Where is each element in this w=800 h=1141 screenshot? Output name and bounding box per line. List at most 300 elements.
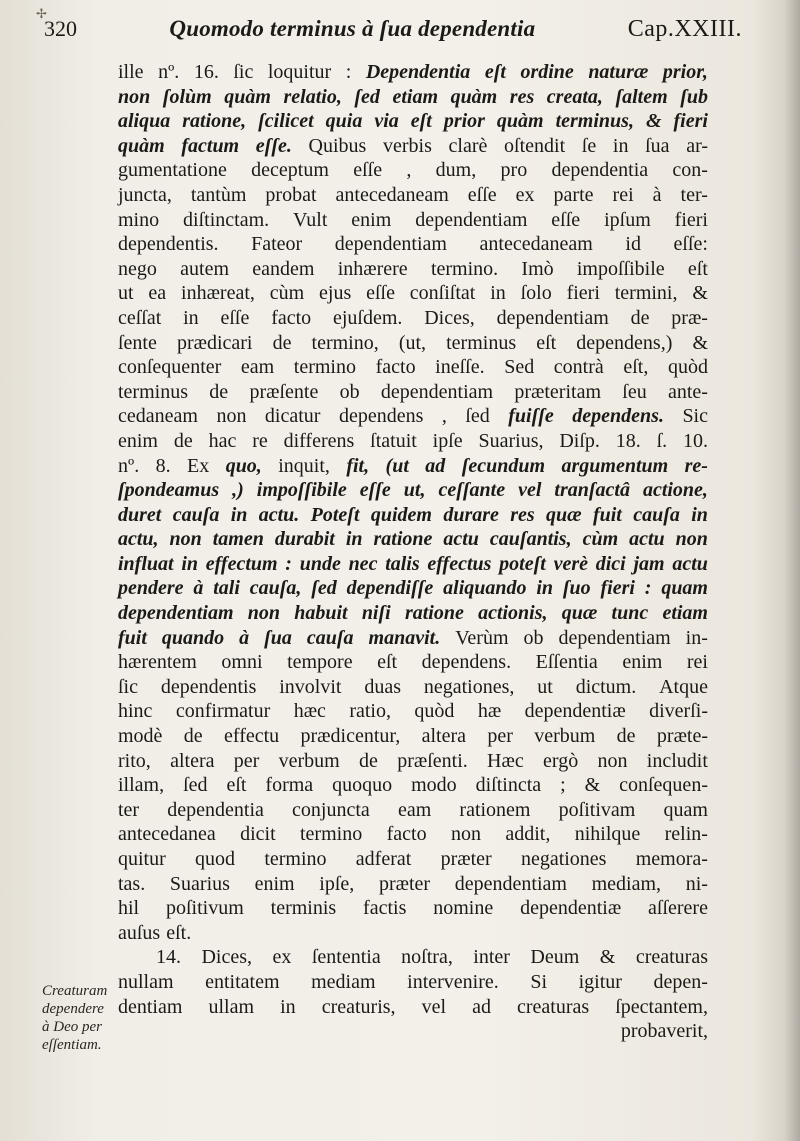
word: manavit.: [368, 626, 441, 649]
word: ad: [425, 454, 446, 477]
word: rei: [686, 651, 708, 674]
word: per: [233, 749, 260, 772]
word: Sed: [504, 356, 535, 379]
word: terminus,: [555, 110, 634, 133]
word: quod: [195, 848, 236, 870]
word: poſitivum: [165, 897, 244, 920]
word: prior: [443, 110, 485, 133]
word: diſtinctam.: [183, 208, 270, 231]
word: Dices,: [424, 306, 475, 329]
text-line: [118, 232, 708, 257]
word: de: [359, 749, 378, 772]
word: ſed: [354, 85, 380, 108]
word: conſiſtat: [409, 282, 476, 305]
word: non: [450, 823, 481, 846]
word: Hæc: [487, 749, 524, 772]
word: ob: [523, 626, 544, 649]
text-line: [118, 798, 708, 823]
word: involvit: [279, 675, 342, 698]
word: dependentiam: [558, 626, 671, 649]
margin-note: [42, 982, 122, 1054]
word: rationem: [459, 798, 531, 821]
word: (ut,: [398, 331, 427, 354]
word: 18.: [615, 429, 641, 452]
text-line: [118, 429, 708, 454]
word: mediam,: [591, 872, 662, 895]
page-number: 320: [44, 16, 77, 41]
word: habuit: [294, 602, 348, 625]
word: in: [230, 503, 248, 526]
word: relin-: [664, 823, 708, 846]
word: præſente: [249, 380, 319, 403]
word: ullam: [208, 995, 255, 1018]
word: id: [625, 233, 641, 256]
word: &: [645, 110, 662, 133]
chapter-label: Cap.XXIII.: [627, 16, 742, 42]
word: à: [193, 577, 204, 600]
word: dependentiæ: [520, 897, 622, 920]
text-line: [118, 355, 708, 380]
word: &: [599, 946, 616, 969]
word: eſſe.: [255, 134, 292, 157]
word: vel: [518, 479, 542, 502]
word: dependentiam: [496, 306, 609, 329]
word: eſt: [687, 257, 708, 280]
word: &: [584, 774, 601, 797]
word: ejus: [319, 282, 352, 305]
text-line: [118, 650, 708, 675]
word: tali: [213, 577, 240, 600]
word: non: [169, 528, 202, 551]
word: actu.: [258, 503, 300, 526]
word: eſſe: [359, 479, 391, 502]
word: eam: [240, 356, 275, 379]
word: cauſa,: [249, 577, 302, 600]
word: eandem: [252, 257, 315, 280]
word: ter-: [680, 183, 708, 206]
word: ſcilicet: [258, 110, 314, 133]
word: facto: [271, 306, 312, 329]
word: facto: [386, 823, 427, 846]
word: ſecundum: [461, 454, 546, 477]
margin-note-line: à Deo per: [42, 1019, 102, 1035]
word: quia: [325, 110, 363, 133]
word: in-: [685, 626, 708, 649]
word: prædicari: [176, 331, 253, 354]
text-line: [118, 380, 708, 405]
word: in: [612, 134, 629, 157]
word: entitatem: [205, 970, 280, 993]
word: effectum: [205, 552, 278, 575]
word: prior,: [662, 61, 708, 83]
word: termino: [264, 848, 327, 870]
word: ordine: [520, 61, 574, 83]
text-line: [118, 306, 708, 331]
word: modo: [411, 774, 457, 797]
margin-note-line: dependere: [42, 1001, 104, 1017]
word: :: [644, 577, 652, 600]
word: de: [630, 306, 650, 329]
word: ſ.: [656, 429, 668, 452]
word: probaverit,: [620, 1020, 708, 1043]
word: termino,: [311, 331, 379, 354]
word: præ-: [671, 306, 708, 329]
word: ratione,: [182, 110, 247, 133]
text-line: [118, 626, 708, 651]
word: pendere: [118, 577, 184, 600]
word: inhæreat,: [181, 282, 255, 305]
word: dependens.: [572, 405, 664, 428]
text-line: [118, 257, 708, 282]
word: dependentiam: [334, 233, 447, 256]
word: tranſactâ: [554, 479, 630, 502]
word: termino.: [430, 257, 499, 280]
word: ſua: [645, 134, 670, 157]
word: 8.: [155, 454, 171, 477]
word: nego: [118, 257, 157, 280]
word: verbis: [382, 134, 432, 157]
word: nullam: [118, 970, 174, 993]
word: eſſe: [366, 282, 395, 305]
word: Dependentia: [365, 61, 471, 83]
word: differens: [283, 429, 355, 452]
word: loquitur: [267, 61, 332, 83]
word: depen-: [653, 970, 708, 993]
word: ea: [148, 282, 167, 305]
word: :: [345, 61, 352, 83]
word: dependentiam: [454, 872, 567, 895]
word: ſolo: [520, 282, 552, 305]
word: Atque: [659, 675, 708, 698]
word: impoſſibile: [256, 479, 347, 502]
word: nihilque: [574, 823, 641, 846]
word: cedaneam: [118, 405, 198, 428]
word: enim: [351, 208, 392, 231]
word: antecedanea: [118, 823, 216, 846]
word: tempore: [287, 651, 353, 674]
word: Ex: [187, 454, 210, 477]
word: præter: [378, 872, 431, 895]
word: ipſe,: [319, 872, 355, 895]
word: juncta,: [118, 183, 172, 206]
word: Poteſt: [310, 503, 360, 526]
word: quàm: [450, 85, 498, 108]
word: poteſt: [499, 552, 546, 575]
word: fieri: [673, 110, 708, 133]
word: præteritam: [514, 380, 601, 403]
word: tantùm: [190, 183, 247, 206]
word: re: [252, 429, 268, 452]
text-line: [118, 404, 708, 429]
word: dependentia: [167, 798, 264, 821]
word: diſtincta: [475, 774, 542, 797]
word: addit,: [505, 823, 551, 846]
word: dependens: [338, 405, 424, 428]
word: præſenti.: [397, 749, 468, 772]
word: parte: [553, 183, 594, 206]
word: autem: [180, 257, 230, 280]
word: clarè: [448, 134, 488, 157]
word: illam,: [118, 774, 165, 797]
word: ratione: [373, 528, 433, 551]
body-text: [118, 60, 708, 1044]
word: quam: [663, 798, 708, 821]
word: deceptum: [251, 159, 329, 182]
word: ſe: [581, 134, 597, 157]
word: Si: [530, 970, 548, 993]
word: negationes: [520, 848, 607, 870]
text-line: [118, 134, 708, 159]
word: eſt: [377, 651, 398, 674]
word: poſitivam: [558, 798, 636, 821]
word: ut,: [403, 479, 426, 502]
word: effectus: [427, 552, 492, 575]
word: talis: [385, 552, 420, 575]
word: duas: [364, 675, 402, 698]
word: 16.: [193, 61, 219, 83]
text-line: [118, 331, 708, 356]
word: diverſi-: [649, 700, 708, 723]
word: dependiſſe: [346, 577, 434, 600]
word: cùm: [269, 282, 305, 305]
word: à: [652, 183, 662, 206]
word: de: [616, 725, 636, 748]
text-line: [118, 773, 708, 798]
word: nº.: [158, 61, 180, 83]
word: termino: [293, 356, 356, 379]
word: hil: [118, 897, 140, 920]
word: fuiſſe: [508, 405, 554, 428]
word: actu: [672, 552, 708, 575]
text-line: [118, 699, 708, 724]
word: præter: [440, 848, 492, 870]
word: eſt: [484, 61, 506, 83]
word: quòd: [414, 700, 455, 723]
text-line: [118, 822, 708, 847]
word: quidem: [370, 503, 432, 526]
word: in: [345, 528, 363, 551]
word: noſtra,: [401, 946, 453, 969]
text-line: [118, 503, 708, 528]
word: enim: [118, 429, 158, 452]
margin-note-line: eſſentiam.: [42, 1037, 102, 1053]
word: creaturis,: [321, 995, 396, 1018]
word: actione,: [642, 479, 708, 502]
word: cùm: [582, 528, 619, 551]
word: auſus: [118, 921, 161, 944]
word: hinc: [118, 700, 153, 723]
word: actionis,: [478, 602, 548, 625]
word: antecedaneam: [335, 183, 449, 206]
word: etiam: [662, 602, 708, 625]
text-line: [118, 749, 708, 774]
word: ſente: [118, 331, 157, 354]
word: creaturas: [517, 995, 590, 1018]
word: duret: [118, 503, 162, 526]
word: ſua: [264, 626, 292, 649]
word: hærentem: [118, 651, 197, 674]
word: confirmatur: [175, 700, 271, 723]
word: non: [216, 405, 247, 428]
text-line: [118, 921, 708, 946]
text-line: [118, 601, 708, 626]
word: vel: [421, 995, 447, 1018]
word: ob: [339, 380, 360, 403]
word: de: [209, 380, 229, 403]
word: dependentiæ: [524, 700, 626, 723]
text-line: [118, 454, 708, 479]
word: quitur: [118, 848, 166, 870]
word: actu: [629, 528, 665, 551]
text-line: [118, 995, 708, 1020]
word: inhærere: [337, 257, 408, 280]
word: factis: [363, 897, 407, 920]
word: quæ: [546, 503, 582, 526]
word: ipſe: [432, 429, 463, 452]
text-line: [118, 945, 708, 970]
word: non: [597, 749, 628, 772]
word: re-: [684, 454, 708, 477]
word: quàm: [118, 134, 165, 157]
word: relatio,: [283, 85, 342, 108]
word: eſſe: [551, 208, 581, 231]
word: præte-: [656, 725, 708, 748]
word: de: [173, 429, 193, 452]
word: conſequen-: [619, 774, 708, 797]
word: eſt: [226, 774, 247, 797]
word: &: [692, 282, 708, 305]
word: inquit,: [278, 454, 330, 477]
word: hac: [208, 429, 237, 452]
word: ſaltem: [615, 85, 668, 108]
text-line: [118, 478, 708, 503]
word: in: [181, 552, 198, 575]
word: altera: [421, 725, 466, 748]
word: eſſe: [467, 183, 497, 206]
word: cauſantis,: [489, 528, 572, 551]
word: Suarius,: [478, 429, 544, 452]
word: ,: [441, 405, 447, 428]
word: ratio,: [349, 700, 391, 723]
word: dependentiam: [118, 602, 234, 625]
word: ceſſat: [118, 306, 162, 329]
word: ni-: [685, 872, 708, 895]
word: Dices,: [201, 946, 253, 969]
word: ſtatuit: [370, 429, 417, 452]
margin-note-line: Creaturam: [42, 983, 108, 999]
word: fieri: [674, 208, 708, 231]
word: ſolùm: [162, 85, 212, 108]
word: in: [691, 503, 708, 526]
word: mediam: [311, 970, 376, 993]
word: termino: [300, 823, 363, 846]
word: eſt,: [623, 356, 649, 379]
word: dependens.: [421, 651, 512, 674]
word: nomine: [433, 897, 494, 920]
word: cauſa: [306, 626, 354, 649]
word: ;: [560, 774, 566, 797]
word: niſi: [361, 602, 391, 625]
word: quoquo: [332, 774, 393, 797]
word: actu: [443, 528, 479, 551]
word: res: [509, 85, 535, 108]
word: inter: [473, 946, 510, 969]
word: Deum: [530, 946, 580, 969]
word: per: [487, 725, 513, 748]
word: ergò: [543, 749, 579, 772]
word: quo,: [225, 454, 262, 477]
word: ante-: [668, 380, 708, 403]
word: dicatur: [264, 405, 321, 428]
word: in: [183, 306, 199, 329]
word: terminus: [446, 331, 517, 354]
word: in: [490, 282, 506, 305]
word: terminus: [118, 380, 188, 403]
word: ille: [118, 61, 144, 83]
running-title: Quomodo terminus à ſua dependentia: [169, 16, 536, 41]
word: non: [247, 602, 281, 625]
word: ex: [515, 183, 535, 206]
word: ad: [472, 995, 491, 1018]
text-line: [118, 208, 708, 233]
word: fieri: [600, 577, 635, 600]
word: terminis: [270, 897, 337, 920]
word: argumentum: [561, 454, 669, 477]
word: facto: [375, 356, 416, 379]
word: verbum: [534, 725, 596, 748]
word: ſub: [680, 85, 708, 108]
word: eſſe: [220, 306, 250, 329]
word: quàm: [224, 85, 271, 108]
word: oſtendit: [504, 134, 566, 157]
word: ſed: [465, 405, 490, 428]
word: actu,: [118, 528, 159, 551]
word: intervenire.: [407, 970, 499, 993]
word: tamen: [212, 528, 264, 551]
word: termini,: [614, 282, 678, 305]
running-header: [44, 16, 742, 43]
word: 10.: [683, 429, 708, 452]
word: impoſſibile: [576, 257, 665, 280]
word: Imò: [521, 257, 554, 280]
word: modè: [118, 725, 163, 748]
text-line: [118, 183, 708, 208]
word: durabit: [274, 528, 335, 551]
word: de: [183, 725, 203, 748]
word: conſequenter: [118, 356, 222, 379]
text-line: [118, 60, 708, 85]
word: &: [692, 331, 708, 354]
word: adferat: [355, 848, 412, 870]
text-line: [118, 847, 708, 872]
word: dependentiam: [415, 208, 528, 231]
word: eſſe:: [673, 233, 708, 256]
word: probat: [265, 183, 317, 206]
word: aſſerere: [648, 897, 708, 920]
word: ex: [272, 946, 292, 969]
word: ar-: [686, 134, 708, 157]
word: ſeu: [622, 380, 647, 403]
word: ceſſante: [438, 479, 506, 502]
text-line: [118, 970, 708, 995]
word: Vult: [293, 208, 328, 231]
word: dependentis: [160, 675, 257, 698]
word: fuit: [592, 503, 622, 526]
word: dici: [595, 552, 626, 575]
word: ejuſdem.: [332, 306, 403, 329]
word: ſic: [118, 675, 138, 698]
word: :: [285, 552, 292, 575]
